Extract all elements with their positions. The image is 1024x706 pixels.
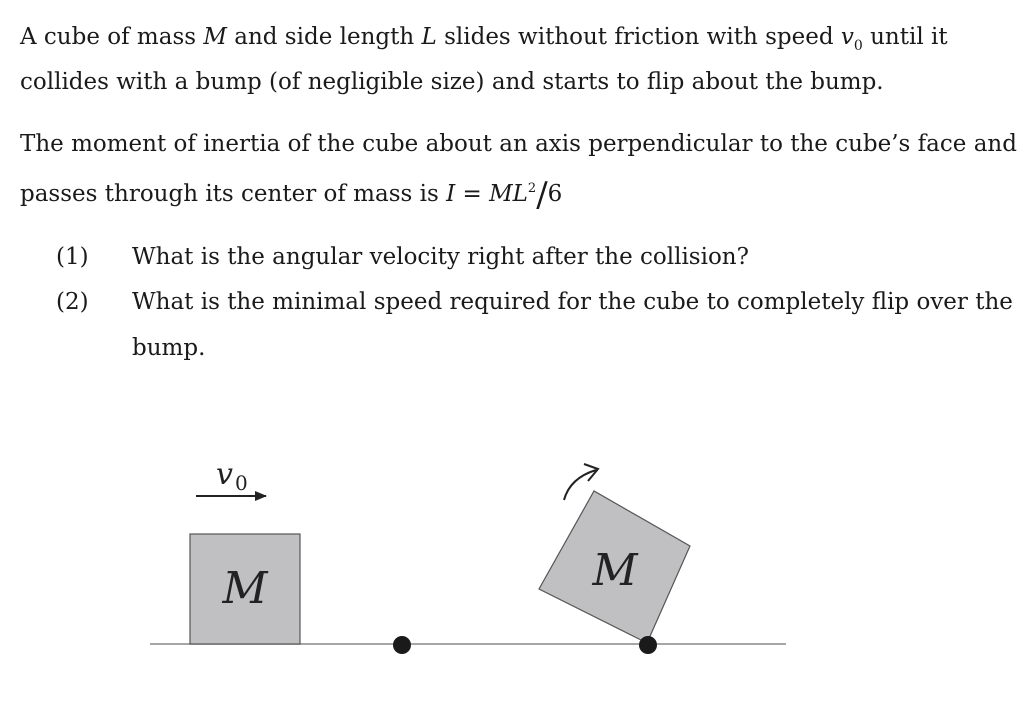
question-2-number: (2) [56,289,89,315]
text-segment: and side length [226,24,422,50]
paragraph-1-line-2: collides with a bump (of negligible size) and starts to flip about the bump. [20,69,884,95]
formula-superscript: 2 [527,181,537,196]
equals-sign: = [455,181,490,207]
question-1-number: (1) [56,244,89,270]
bump-dot-right [639,636,657,654]
cube-right-label: M [592,545,638,596]
symbol-velocity-subscript: 0 [853,38,863,54]
symbol-velocity: v [840,24,854,50]
formula-denominator: 6 [547,181,563,207]
text-segment: passes through its center of mass is [20,181,447,207]
question-1-text: What is the angular velocity right after the collision? [132,244,749,270]
question-2-text-line-1: What is the minimal speed required for the cube to completely flip over the [132,289,1013,315]
formula-ML: ML [489,181,528,207]
cube-left-label: M [222,563,268,614]
text-segment: slides without friction with speed [436,24,841,50]
symbol-mass: M [203,24,227,50]
question-2-text-line-2: bump. [132,335,206,361]
formula-slash: / [536,175,548,215]
text-segment: until it [862,24,948,50]
paragraph-2-line-1: The moment of inertia of the cube about an axis perpendicular to the cube’s face and [20,131,1017,157]
velocity-subscript: 0 [235,471,248,495]
symbol-length: L [421,24,437,50]
text-segment: A cube of mass [20,24,204,50]
velocity-label: v [216,457,233,492]
bump-dot-left [393,636,411,654]
symbol-inertia: I [446,181,456,207]
